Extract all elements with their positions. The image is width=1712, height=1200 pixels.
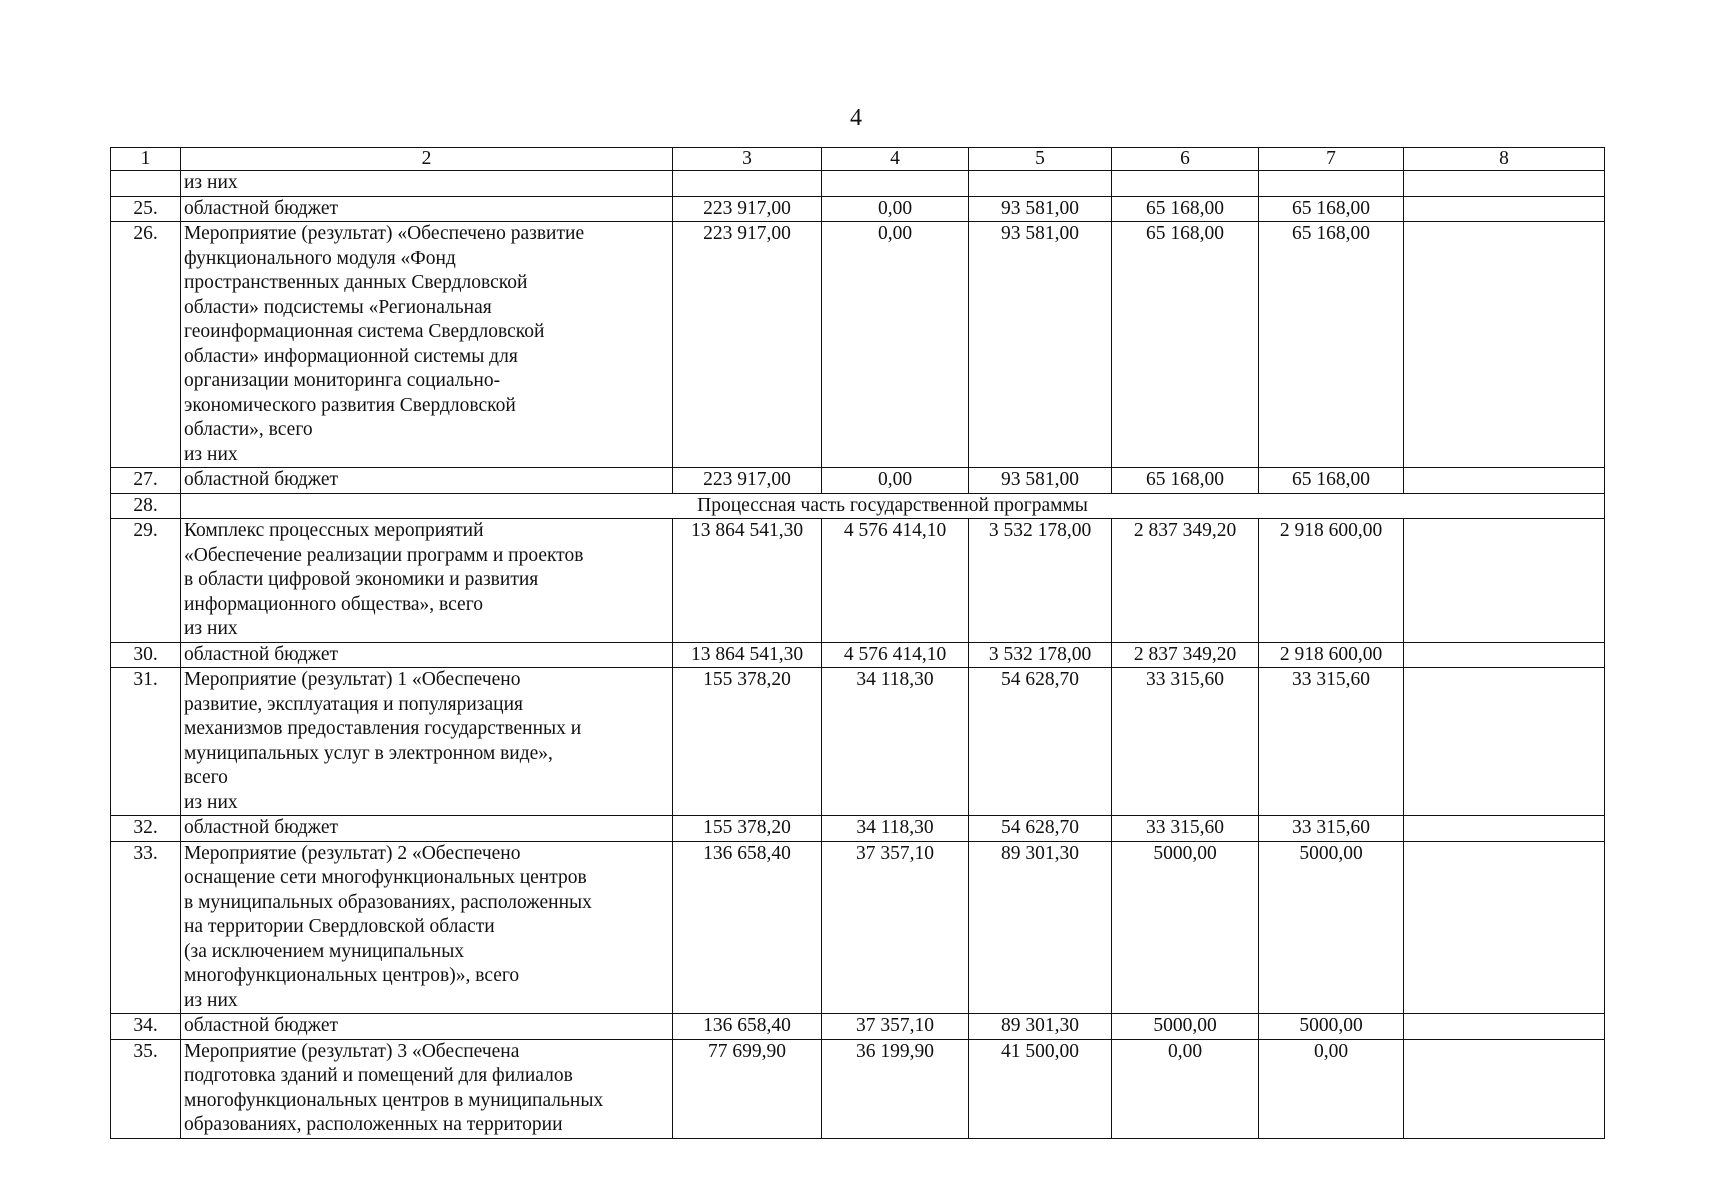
value-cell-col-6: 5000,00 <box>1112 1014 1259 1040</box>
value-cell-col-3: 136 658,40 <box>673 1014 822 1040</box>
value-cell-col-3: 13 864 541,30 <box>673 642 822 668</box>
value-cell-col-4: 34 118,30 <box>822 816 969 842</box>
value-cell-col-3: 155 378,20 <box>673 816 822 842</box>
table-row <box>111 841 1605 1014</box>
row-number: 30. <box>111 642 181 668</box>
value-cell-col-7 <box>1259 171 1404 197</box>
table-body <box>111 148 1605 1139</box>
row-description: Мероприятие (результат) 3 «Обеспечена подготовка зданий и помещений для филиалов многофункциональных центров в муниципальных образованиях, расположенных на территории <box>181 1039 673 1138</box>
value-cell-col-7: 2 918 600,00 <box>1259 519 1404 643</box>
note-cell <box>1404 642 1605 668</box>
value-cell-col-5: 3 532 178,00 <box>969 642 1112 668</box>
note-cell <box>1404 171 1605 197</box>
value-cell-col-4: 0,00 <box>822 196 969 222</box>
note-cell <box>1404 519 1605 643</box>
value-cell-col-6: 65 168,00 <box>1112 196 1259 222</box>
value-cell-col-6: 65 168,00 <box>1112 222 1259 468</box>
column-number-1: 1 <box>111 148 181 171</box>
table-row <box>111 1039 1605 1138</box>
value-cell-col-5 <box>969 171 1112 197</box>
value-cell-col-5: 93 581,00 <box>969 222 1112 468</box>
row-number: 34. <box>111 1014 181 1040</box>
value-cell-col-7: 2 918 600,00 <box>1259 642 1404 668</box>
value-cell-col-4: 34 118,30 <box>822 668 969 816</box>
row-number: 33. <box>111 841 181 1014</box>
value-cell-col-3: 223 917,00 <box>673 222 822 468</box>
value-cell-col-5: 54 628,70 <box>969 668 1112 816</box>
column-number-3: 3 <box>673 148 822 171</box>
value-cell-col-6: 2 837 349,20 <box>1112 642 1259 668</box>
value-cell-col-6: 2 837 349,20 <box>1112 519 1259 643</box>
table-row <box>111 222 1605 468</box>
row-description: областной бюджет <box>181 1014 673 1040</box>
row-description: Комплекс процессных мероприятий «Обеспечение реализации программ и проектов в области цифровой экономики и развития информационного общества», всего из них <box>181 519 673 643</box>
value-cell-col-4: 4 576 414,10 <box>822 519 969 643</box>
row-description: областной бюджет <box>181 642 673 668</box>
value-cell-col-4: 4 576 414,10 <box>822 642 969 668</box>
row-number: 28. <box>111 493 181 519</box>
table-row <box>111 642 1605 668</box>
table-row <box>111 196 1605 222</box>
note-cell <box>1404 841 1605 1014</box>
row-description: из них <box>181 171 673 197</box>
row-description: областной бюджет <box>181 468 673 494</box>
value-cell-col-5: 54 628,70 <box>969 816 1112 842</box>
row-number: 26. <box>111 222 181 468</box>
value-cell-col-3: 136 658,40 <box>673 841 822 1014</box>
value-cell-col-7: 65 168,00 <box>1259 222 1404 468</box>
row-description: областной бюджет <box>181 816 673 842</box>
note-cell <box>1404 196 1605 222</box>
row-number: 35. <box>111 1039 181 1138</box>
value-cell-col-5: 93 581,00 <box>969 196 1112 222</box>
table-row <box>111 493 1605 519</box>
column-number-7: 7 <box>1259 148 1404 171</box>
value-cell-col-3: 77 699,90 <box>673 1039 822 1138</box>
value-cell-col-4 <box>822 171 969 197</box>
row-description: Мероприятие (результат) «Обеспечено развитие функционального модуля «Фонд пространственных данных Свердловской области» подсистемы «Региональная геоинформационная система Свердловской области» информационной системы для организации мониторинга социально- экономического развития Свердловской области», всего из них <box>181 222 673 468</box>
table-row <box>111 468 1605 494</box>
value-cell-col-5: 41 500,00 <box>969 1039 1112 1138</box>
value-cell-col-4: 0,00 <box>822 468 969 494</box>
note-cell <box>1404 816 1605 842</box>
table-row <box>111 1014 1605 1040</box>
value-cell-col-6 <box>1112 171 1259 197</box>
column-number-2: 2 <box>181 148 673 171</box>
table-row <box>111 816 1605 842</box>
column-number-4: 4 <box>822 148 969 171</box>
table-row <box>111 519 1605 643</box>
row-number: 32. <box>111 816 181 842</box>
note-cell <box>1404 1039 1605 1138</box>
column-number-row <box>111 148 1605 171</box>
table-row <box>111 668 1605 816</box>
note-cell <box>1404 222 1605 468</box>
note-cell <box>1404 1014 1605 1040</box>
value-cell-col-5: 3 532 178,00 <box>969 519 1112 643</box>
note-cell <box>1404 668 1605 816</box>
value-cell-col-6: 65 168,00 <box>1112 468 1259 494</box>
section-heading: Процессная часть государственной программы <box>181 493 1605 519</box>
column-number-5: 5 <box>969 148 1112 171</box>
row-number: 25. <box>111 196 181 222</box>
row-number: 31. <box>111 668 181 816</box>
value-cell-col-7: 0,00 <box>1259 1039 1404 1138</box>
budget-table <box>110 147 1605 1139</box>
value-cell-col-3: 223 917,00 <box>673 196 822 222</box>
column-number-8: 8 <box>1404 148 1605 171</box>
row-number: 29. <box>111 519 181 643</box>
value-cell-col-6: 0,00 <box>1112 1039 1259 1138</box>
row-description: Мероприятие (результат) 1 «Обеспечено развитие, эксплуатация и популяризация механизмов предоставления государственных и муниципальных услуг в электронном виде», всего из них <box>181 668 673 816</box>
row-number <box>111 171 181 197</box>
column-number-6: 6 <box>1112 148 1259 171</box>
value-cell-col-7: 5000,00 <box>1259 841 1404 1014</box>
value-cell-col-6: 33 315,60 <box>1112 816 1259 842</box>
value-cell-col-3 <box>673 171 822 197</box>
note-cell <box>1404 468 1605 494</box>
value-cell-col-5: 89 301,30 <box>969 841 1112 1014</box>
value-cell-col-3: 155 378,20 <box>673 668 822 816</box>
value-cell-col-5: 93 581,00 <box>969 468 1112 494</box>
value-cell-col-4: 0,00 <box>822 222 969 468</box>
table-row <box>111 171 1605 197</box>
row-number: 27. <box>111 468 181 494</box>
value-cell-col-6: 33 315,60 <box>1112 668 1259 816</box>
value-cell-col-3: 223 917,00 <box>673 468 822 494</box>
row-description: Мероприятие (результат) 2 «Обеспечено оснащение сети многофункциональных центров в муниципальных образованиях, расположенных на территории Свердловской области (за исключением муниципальных многофункциональных центров)», всего из них <box>181 841 673 1014</box>
value-cell-col-7: 33 315,60 <box>1259 816 1404 842</box>
value-cell-col-7: 5000,00 <box>1259 1014 1404 1040</box>
value-cell-col-4: 37 357,10 <box>822 841 969 1014</box>
value-cell-col-6: 5000,00 <box>1112 841 1259 1014</box>
value-cell-col-7: 65 168,00 <box>1259 468 1404 494</box>
value-cell-col-7: 33 315,60 <box>1259 668 1404 816</box>
value-cell-col-3: 13 864 541,30 <box>673 519 822 643</box>
row-description: областной бюджет <box>181 196 673 222</box>
value-cell-col-7: 65 168,00 <box>1259 196 1404 222</box>
value-cell-col-4: 37 357,10 <box>822 1014 969 1040</box>
value-cell-col-5: 89 301,30 <box>969 1014 1112 1040</box>
value-cell-col-4: 36 199,90 <box>822 1039 969 1138</box>
page-number: 4 <box>850 105 862 131</box>
